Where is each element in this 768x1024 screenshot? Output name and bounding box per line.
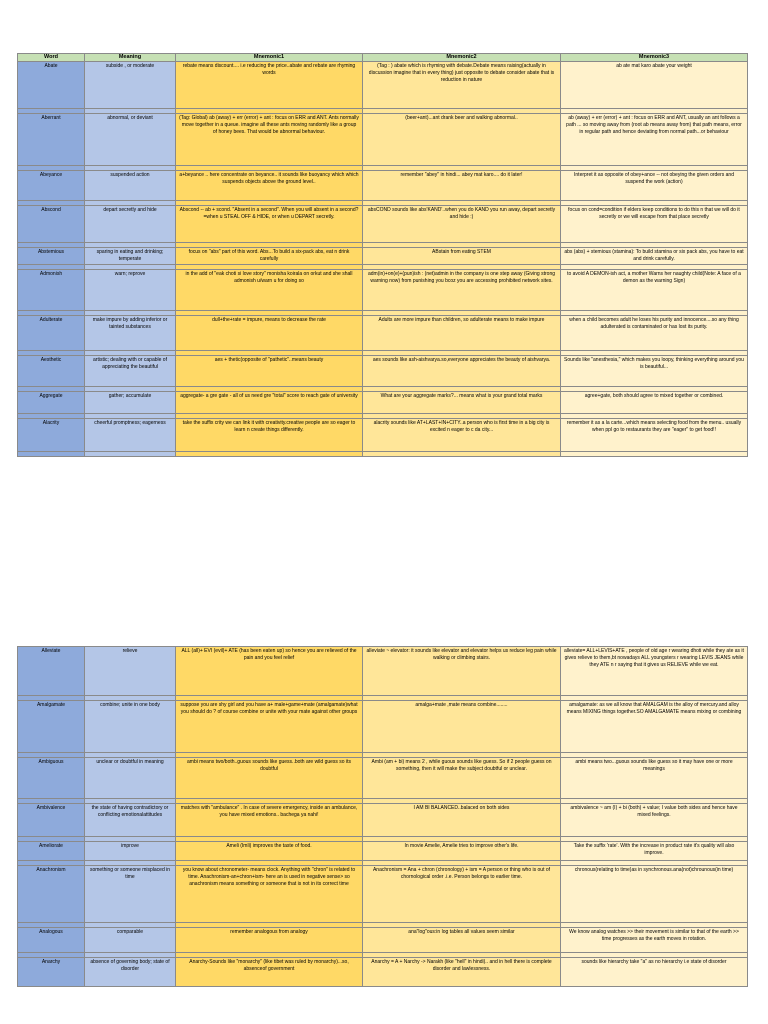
header-word: Word xyxy=(18,54,85,62)
word-cell: Abscond xyxy=(18,206,85,243)
mnemonic2-cell: remember "abey" in hindi... abey mat karo.... do it later! xyxy=(363,171,561,201)
mnemonic3-cell: Sounds like "anesthesia," which makes you loopy, thinking everything around you is beautiful... xyxy=(561,356,748,387)
header-mnemonic1: Mnemonic1 xyxy=(176,54,363,62)
vocab-table-2 xyxy=(17,646,748,987)
table-row xyxy=(18,758,748,799)
word-cell: Anachronism xyxy=(18,866,85,923)
mnemonic3-cell: focus on cond=condition if elders keep conditions to do this n that we will do it secretly or we will escape from that place secretly xyxy=(561,206,748,243)
mnemonic1-cell: focus on "abs" part of this word. Abs...To build a six-pack abs, eat n drink carefully xyxy=(176,248,363,265)
mnemonic3-cell: agree+gate, both should agree to mixed together or combined. xyxy=(561,392,748,414)
meaning-cell: cheerful promptness; eagerness xyxy=(85,419,176,452)
mnemonic2-cell: aes sounds like ash-aishvarya.so,everyone appreciates the beauty of aishvarya. xyxy=(363,356,561,387)
meaning-cell: combine; unite in one body xyxy=(85,701,176,753)
mnemonic2-cell: Adults are more impure than children, so adulterate means to make impure xyxy=(363,316,561,351)
mnemonic3-cell: ambi means two...guous sounds like guess so it may have one or more meanings xyxy=(561,758,748,799)
table-row xyxy=(18,171,748,201)
mnemonic2-cell: alleviate ~ elevator: it sounds like elevator and elevator helps us reduce leg pain while walking or climbing stairs. xyxy=(363,647,561,696)
word-cell: Alacrity xyxy=(18,419,85,452)
table-row xyxy=(18,114,748,166)
mnemonic3-cell: chronous(relating to time)as in synchronous.ana(not)chrounous(in time) xyxy=(561,866,748,923)
mnemonic1-cell: in the add of "eak choti si love story" monisha koirala on orkut and she shall admonish u/warn u for doing so xyxy=(176,270,363,311)
table-row xyxy=(18,647,748,696)
mnemonic2-cell: ABstain from eating STEM xyxy=(363,248,561,265)
mnemonic1-cell: you know about chronometer- means clock. Anything with "chron" is related to time. Anachronism-an+chron+ism- here an is used in negative sense> so anachronism means something or someone that is not in its correct time xyxy=(176,866,363,923)
spacer-cell xyxy=(176,452,363,457)
meaning-cell: artistic; dealing with or capable of appreciating the beautiful xyxy=(85,356,176,387)
table-row xyxy=(18,928,748,953)
word-cell: Abstemious xyxy=(18,248,85,265)
mnemonic3-cell: when a child becomes adult he loses his purity and innocence....so any thing adulterated is contaminated or has lost its purity. xyxy=(561,316,748,351)
word-cell: Aberrant xyxy=(18,114,85,166)
meaning-cell: subside , or moderate xyxy=(85,62,176,109)
mnemonic1-cell: Anarchy-Sounds like "monarchy" (like tibet was ruled by monarchy)...so, absenceof government xyxy=(176,958,363,987)
mnemonic1-cell: suppose you are shy girl and you have a+ male+game+mate (amalgamate)what you should do ? of course combine or unite with your mate against other groups xyxy=(176,701,363,753)
mnemonic2-cell: amalga+mate ,mate means combine........ xyxy=(363,701,561,753)
word-cell: Aesthetic xyxy=(18,356,85,387)
meaning-cell: something or someone misplaced in time xyxy=(85,866,176,923)
meaning-cell: improve xyxy=(85,842,176,861)
mnemonic1-cell: Abscond -- ab + scond. "Absent in a second". When you will absent in a second? =when u STEAL OFF & HIDE, or when u DEPART secretly. xyxy=(176,206,363,243)
mnemonic3-cell: to avoid A DEMON-ish act, a mother Warns her naughty child(Note: A face of a demon as the warning Sign) xyxy=(561,270,748,311)
word-cell: Analogous xyxy=(18,928,85,953)
mnemonic1-cell: remember analogous from analogy xyxy=(176,928,363,953)
vocab-table-1 xyxy=(17,53,748,457)
meaning-cell: absence of governing body; state of disorder xyxy=(85,958,176,987)
meaning-cell: the state of having contradictory or conflicting emotionalattitudes xyxy=(85,804,176,837)
mnemonic1-cell: dull+the+rate = impure, means to decrease the rate xyxy=(176,316,363,351)
mnemonic2-cell: What are your aggregate marks?... means what is your grand total marks xyxy=(363,392,561,414)
spacer-cell xyxy=(561,452,748,457)
table-row xyxy=(18,248,748,265)
spacer-cell xyxy=(18,452,85,457)
meaning-cell: gather; accumulate xyxy=(85,392,176,414)
mnemonic2-cell: (Tag : ) abate which is rhyming with debate.Debate means raising(actually in discussion imagine that in every thing) just opposite to debate consider abate that is reduction in nature xyxy=(363,62,561,109)
word-cell: Ameliorate xyxy=(18,842,85,861)
word-cell: Ambivalence xyxy=(18,804,85,837)
mnemonic1-cell: rebate means discount.... i.e reducing the price..abate and rebate are rhyming words xyxy=(176,62,363,109)
meaning-cell: sparing in eating and drinking; temperate xyxy=(85,248,176,265)
mnemonic3-cell: Interpret it as opposite of obey+ance -- not obeying the given orders and suspend the work (action) xyxy=(561,171,748,201)
mnemonic2-cell: (beer+ant)...ant drank beer and walking abnormal.. xyxy=(363,114,561,166)
mnemonic1-cell: ALL (all)+ EVI (evil)+ ATE (has been eaten up) so hence you are relieved of the pain and you feel relief xyxy=(176,647,363,696)
mnemonic1-cell: take the suffix crity we can link it with creativity.creative people are so eager to learn n create things differently. xyxy=(176,419,363,452)
mnemonic3-cell: ambivalence ~ am (I) + bi (both) + value; I value both sides and hence have mixed feelings. xyxy=(561,804,748,837)
table-row xyxy=(18,842,748,861)
table-row xyxy=(18,270,748,311)
mnemonic2-cell: adm(in)+on(e)+(pun)ish : (net)admin in the company is one step away (Giving strong warning now) from punishing you bcoz you are accessing prohibited network sites. xyxy=(363,270,561,311)
meaning-cell: comparable xyxy=(85,928,176,953)
header-mnemonic2: Mnemonic2 xyxy=(363,54,561,62)
mnemonic2-cell: Anachronism = Ana + chron (chronology) + ism = A person or thing who is out of chornological order .i.e. Person belongs to earlier time. xyxy=(363,866,561,923)
table-row xyxy=(18,701,748,753)
table-row xyxy=(18,866,748,923)
mnemonic3-cell: Take the suffix 'rate'. With the increase in product rate it's quality will also improve. xyxy=(561,842,748,861)
word-cell: Admonish xyxy=(18,270,85,311)
spacer-cell xyxy=(85,452,176,457)
header-row xyxy=(18,54,748,62)
table-row xyxy=(18,356,748,387)
word-cell: Abate xyxy=(18,62,85,109)
mnemonic1-cell: ambi means two/both..guous sounds like guess..both are wild guess so its doubtful xyxy=(176,758,363,799)
word-cell: Anarchy xyxy=(18,958,85,987)
table-row xyxy=(18,392,748,414)
header-mnemonic3: Mnemonic3 xyxy=(561,54,748,62)
word-cell: Alleviate xyxy=(18,647,85,696)
word-cell: Amalgamate xyxy=(18,701,85,753)
word-cell: Abeyance xyxy=(18,171,85,201)
mnemonic1-cell: Ameli (Imli) improves the taste of food. xyxy=(176,842,363,861)
mnemonic2-cell: In movie Amelie, Amelie tries to improve other's life. xyxy=(363,842,561,861)
mnemonic3-cell: sounds like hierarchy take "a" as no hierarchy i.e state of disorder xyxy=(561,958,748,987)
meaning-cell: unclear or doubtful in meaning xyxy=(85,758,176,799)
mnemonic3-cell: abs (abs) + stemious (stamina): To build stamina or six pack abs, you have to eat and drink carefully. xyxy=(561,248,748,265)
mnemonic1-cell: (Tag: Global) ab (away) + err (error) + ant : focus on ERR and ANT. Ants normally move together in a queue. imagine all these ants moving randomly like a group of honey bees. That would be abnormal behaviour. xyxy=(176,114,363,166)
table-row xyxy=(18,804,748,837)
header-meaning: Meaning xyxy=(85,54,176,62)
spacer-row xyxy=(18,452,748,457)
mnemonic1-cell: a+beyance .. here concentrate on beyance.. it sounds like buoyancy which which suspends objects above the ground level.. xyxy=(176,171,363,201)
meaning-cell: warn; reprove xyxy=(85,270,176,311)
meaning-cell: suspended action xyxy=(85,171,176,201)
mnemonic2-cell: absCOND sounds like abs'KAND'..when you do KAND you run away, depart secretly and hide :) xyxy=(363,206,561,243)
table-row xyxy=(18,206,748,243)
table-row xyxy=(18,958,748,987)
mnemonic2-cell: I AM BI BALANCED..balaced on both sides xyxy=(363,804,561,837)
meaning-cell: relieve xyxy=(85,647,176,696)
meaning-cell: abnormal, or deviant xyxy=(85,114,176,166)
mnemonic2-cell: ana"log"ous:in log tables all values seem similar xyxy=(363,928,561,953)
word-cell: Adulterate xyxy=(18,316,85,351)
mnemonic1-cell: aggregate- a gre gate - all of us need gre "total" score to reach gate of university xyxy=(176,392,363,414)
mnemonic1-cell: matches with "ambulance" . In case of severe emergency, inside an ambulance, you have mixed emotions.. bachega ya nahi! xyxy=(176,804,363,837)
mnemonic3-cell: amalgamate: as we all know that AMALGAM is the alloy of mercury.and alloy means MIXING things together.SO AMALGAMATE means mixing or combining xyxy=(561,701,748,753)
table-row xyxy=(18,62,748,109)
meaning-cell: make impure by adding inferior or tainted substances xyxy=(85,316,176,351)
spacer-cell xyxy=(363,452,561,457)
word-cell: Ambiguous xyxy=(18,758,85,799)
mnemonic1-cell: aes + thetic(opposite of "pathetic"..means beauty xyxy=(176,356,363,387)
mnemonic3-cell: We know analog watches >> their movement is similar to that of the earth >> time progresses as the earth moves in rotation. xyxy=(561,928,748,953)
mnemonic3-cell: alleviate= ALL+LEVIS+ATE , people of old age r wearing dhoti while they ate as it gives relieve to them,bt nowadays ALL youngsters r wearing LEVIS JEANS while they ATE n r saying that it gives us RELIEVE while we eat. xyxy=(561,647,748,696)
mnemonic3-cell: ab (away) + err (error) + ant : focus on ERR and ANT, usually an ant follows a path ... so moving away from (root ab means away from) that path means, error in regular path and hence deviating from normal path...or behaviour xyxy=(561,114,748,166)
vocab-table-2-body xyxy=(18,647,748,987)
word-cell: Aggregate xyxy=(18,392,85,414)
table-row xyxy=(18,419,748,452)
vocab-table-1-body xyxy=(18,54,748,457)
mnemonic2-cell: Ambi (am + bi) means 2 , while guous sounds like guess. So if 2 people guess on something, then it will make the subject doubtful or unclear. xyxy=(363,758,561,799)
table-row xyxy=(18,316,748,351)
mnemonic3-cell: ab ate mat karo abate your weight xyxy=(561,62,748,109)
mnemonic2-cell: alacrity sounds like AT+LAST+IN+CITY..a person who is first time in a big city is excited n eager to c da city... xyxy=(363,419,561,452)
meaning-cell: depart secretly and hide xyxy=(85,206,176,243)
mnemonic3-cell: remember it as a la carte...which means selecting food from the menu.. usually when ppl go to restaurants they are "eager" to get food!! xyxy=(561,419,748,452)
mnemonic2-cell: Anarchy = A + Narchy -> Narakh (like "hell" in hindi).. and in hell there is complete disorder and lawlessness. xyxy=(363,958,561,987)
